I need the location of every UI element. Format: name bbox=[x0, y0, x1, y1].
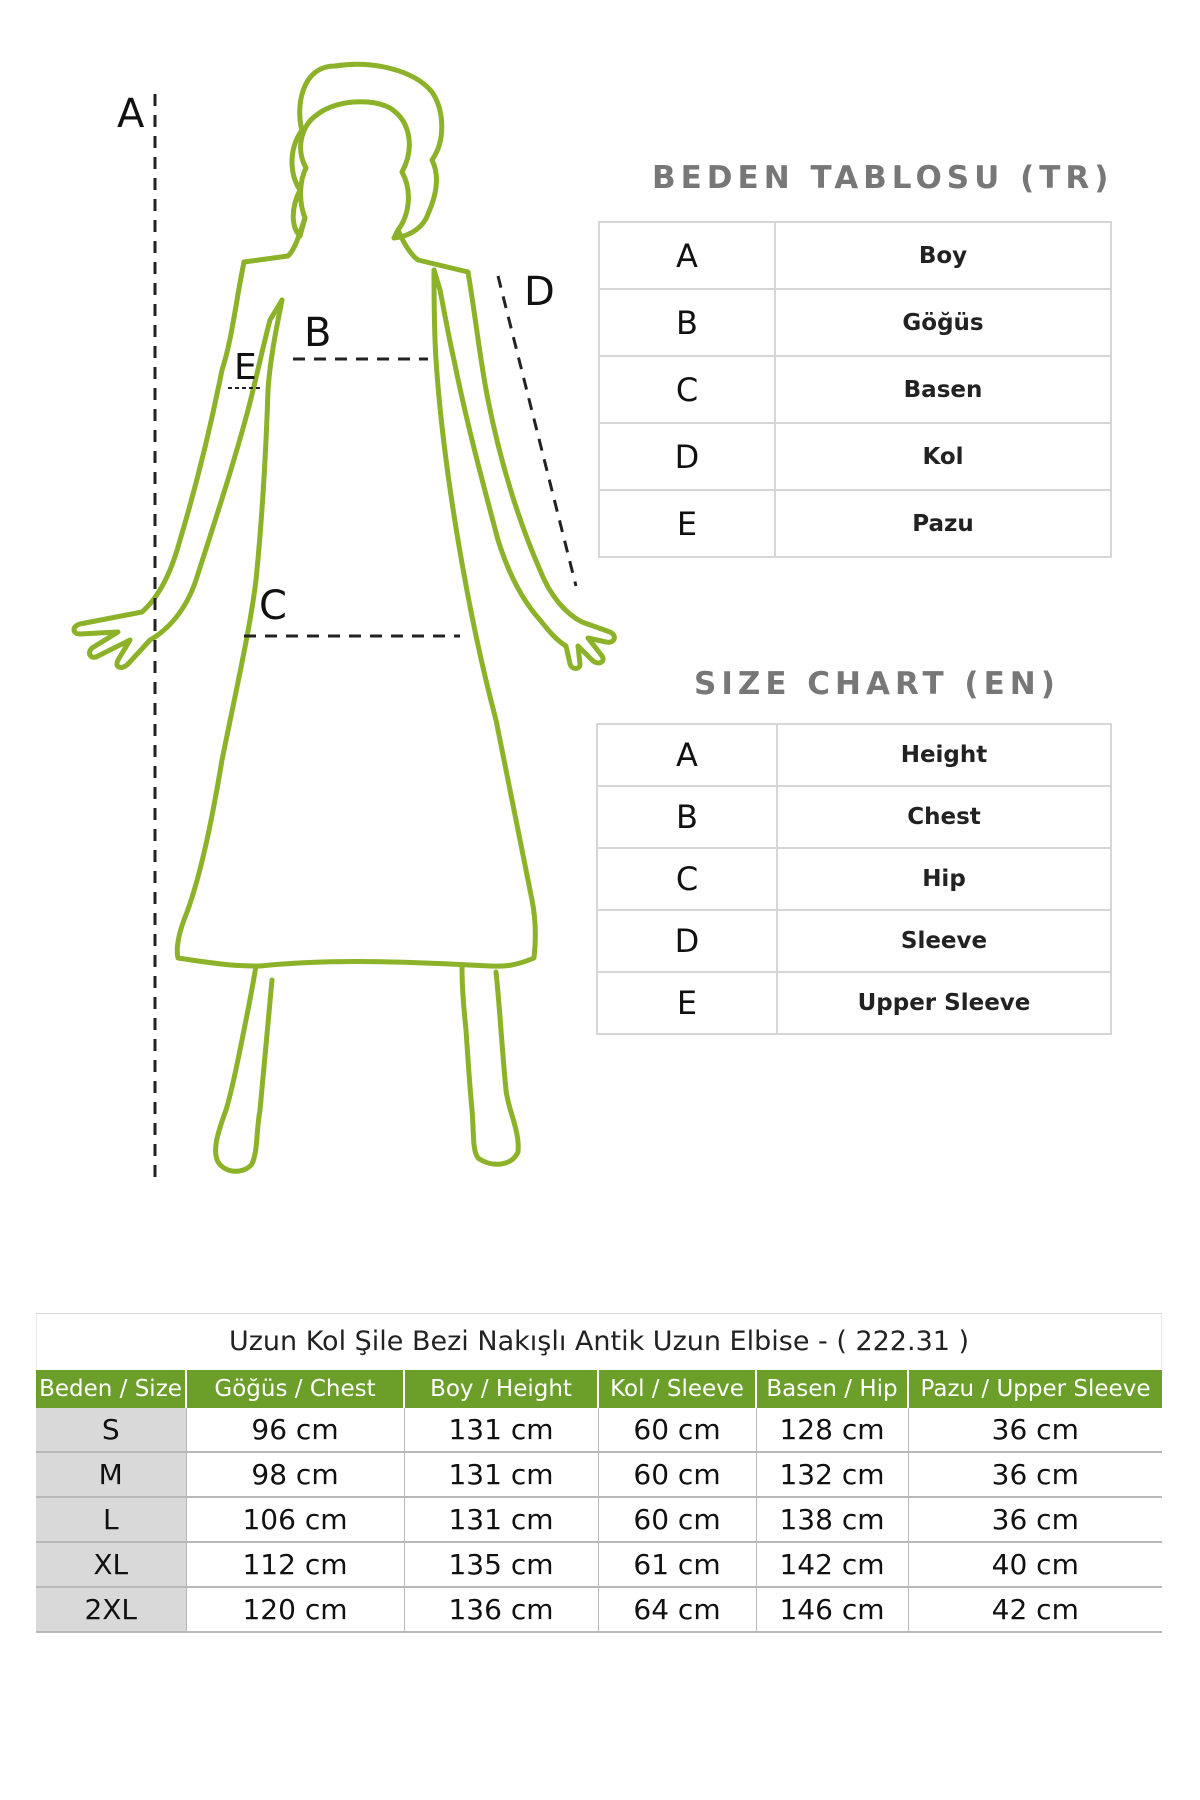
hip-cell: 138 cm bbox=[756, 1497, 908, 1542]
tr-key-row bbox=[599, 289, 1111, 356]
en-chart-title: SIZE CHART (EN) bbox=[694, 666, 1060, 702]
key-meaning: Göğüs bbox=[775, 289, 1111, 356]
key-letter: E bbox=[597, 972, 777, 1034]
key-letter: A bbox=[597, 724, 777, 786]
sleeve-guide-line bbox=[498, 276, 576, 586]
chest-cell: 112 cm bbox=[186, 1542, 404, 1587]
label-e: E bbox=[234, 347, 257, 388]
size-cell: 2XL bbox=[36, 1587, 186, 1632]
size-cell: XL bbox=[36, 1542, 186, 1587]
upper-sleeve-cell: 36 cm bbox=[908, 1497, 1162, 1542]
label-b: B bbox=[304, 310, 332, 356]
header-chest: Göğüs / Chest bbox=[186, 1370, 404, 1408]
tr-key-table bbox=[598, 221, 1112, 558]
en-key-row bbox=[597, 848, 1111, 910]
height-cell: 136 cm bbox=[404, 1587, 598, 1632]
chest-cell: 106 cm bbox=[186, 1497, 404, 1542]
chest-cell: 98 cm bbox=[186, 1452, 404, 1497]
header-height: Boy / Height bbox=[404, 1370, 598, 1408]
key-letter: B bbox=[599, 289, 775, 356]
upper-sleeve-cell: 42 cm bbox=[908, 1587, 1162, 1632]
upper-sleeve-cell: 36 cm bbox=[908, 1408, 1162, 1452]
hip-cell: 146 cm bbox=[756, 1587, 908, 1632]
measurement-guides bbox=[155, 94, 576, 1184]
key-letter: C bbox=[599, 356, 775, 423]
size-table-header-row bbox=[36, 1370, 1162, 1408]
hip-cell: 132 cm bbox=[756, 1452, 908, 1497]
key-meaning: Pazu bbox=[775, 490, 1111, 557]
size-cell: L bbox=[36, 1497, 186, 1542]
hip-cell: 128 cm bbox=[756, 1408, 908, 1452]
en-key-row bbox=[597, 910, 1111, 972]
key-letter: D bbox=[599, 423, 775, 490]
upper-sleeve-cell: 36 cm bbox=[908, 1452, 1162, 1497]
en-key-row bbox=[597, 972, 1111, 1034]
sleeve-cell: 60 cm bbox=[598, 1408, 756, 1452]
upper-sleeve-cell: 40 cm bbox=[908, 1542, 1162, 1587]
en-key-row bbox=[597, 786, 1111, 848]
table-row bbox=[36, 1408, 1162, 1452]
label-a: A bbox=[117, 91, 145, 137]
chest-cell: 96 cm bbox=[186, 1408, 404, 1452]
key-letter: A bbox=[599, 222, 775, 289]
key-meaning: Upper Sleeve bbox=[777, 972, 1111, 1034]
key-meaning: Boy bbox=[775, 222, 1111, 289]
table-row bbox=[36, 1587, 1162, 1632]
key-letter: C bbox=[597, 848, 777, 910]
key-meaning: Kol bbox=[775, 423, 1111, 490]
key-meaning: Chest bbox=[777, 786, 1111, 848]
body-silhouette-figure bbox=[0, 0, 640, 1200]
key-letter: B bbox=[597, 786, 777, 848]
size-cell: S bbox=[36, 1408, 186, 1452]
header-hip: Basen / Hip bbox=[756, 1370, 908, 1408]
en-key-table bbox=[596, 723, 1112, 1035]
table-row bbox=[36, 1497, 1162, 1542]
sleeve-cell: 64 cm bbox=[598, 1587, 756, 1632]
sleeve-cell: 60 cm bbox=[598, 1452, 756, 1497]
tr-key-row bbox=[599, 356, 1111, 423]
height-cell: 131 cm bbox=[404, 1497, 598, 1542]
tr-chart-title: BEDEN TABLOSU (TR) bbox=[652, 160, 1114, 196]
en-key-row bbox=[597, 724, 1111, 786]
size-table-title: Uzun Kol Şile Bezi Nakışlı Antik Uzun Elbise - ( 222.31 ) bbox=[36, 1313, 1162, 1370]
key-meaning: Basen bbox=[775, 356, 1111, 423]
key-meaning: Height bbox=[777, 724, 1111, 786]
label-c: C bbox=[259, 583, 287, 629]
table-row bbox=[36, 1452, 1162, 1497]
tr-key-row bbox=[599, 423, 1111, 490]
chest-cell: 120 cm bbox=[186, 1587, 404, 1632]
tr-key-row bbox=[599, 490, 1111, 557]
size-table bbox=[36, 1313, 1162, 1633]
label-d: D bbox=[524, 269, 555, 315]
tr-key-row bbox=[599, 222, 1111, 289]
header-sleeve: Kol / Sleeve bbox=[598, 1370, 756, 1408]
header-upper-sleeve: Pazu / Upper Sleeve bbox=[908, 1370, 1162, 1408]
header-size: Beden / Size bbox=[36, 1370, 186, 1408]
key-letter: E bbox=[599, 490, 775, 557]
key-letter: D bbox=[597, 910, 777, 972]
size-cell: M bbox=[36, 1452, 186, 1497]
sleeve-cell: 61 cm bbox=[598, 1542, 756, 1587]
height-cell: 131 cm bbox=[404, 1452, 598, 1497]
key-meaning: Sleeve bbox=[777, 910, 1111, 972]
table-row bbox=[36, 1542, 1162, 1587]
sleeve-cell: 60 cm bbox=[598, 1497, 756, 1542]
height-cell: 135 cm bbox=[404, 1542, 598, 1587]
key-meaning: Hip bbox=[777, 848, 1111, 910]
hip-cell: 142 cm bbox=[756, 1542, 908, 1587]
height-cell: 131 cm bbox=[404, 1408, 598, 1452]
